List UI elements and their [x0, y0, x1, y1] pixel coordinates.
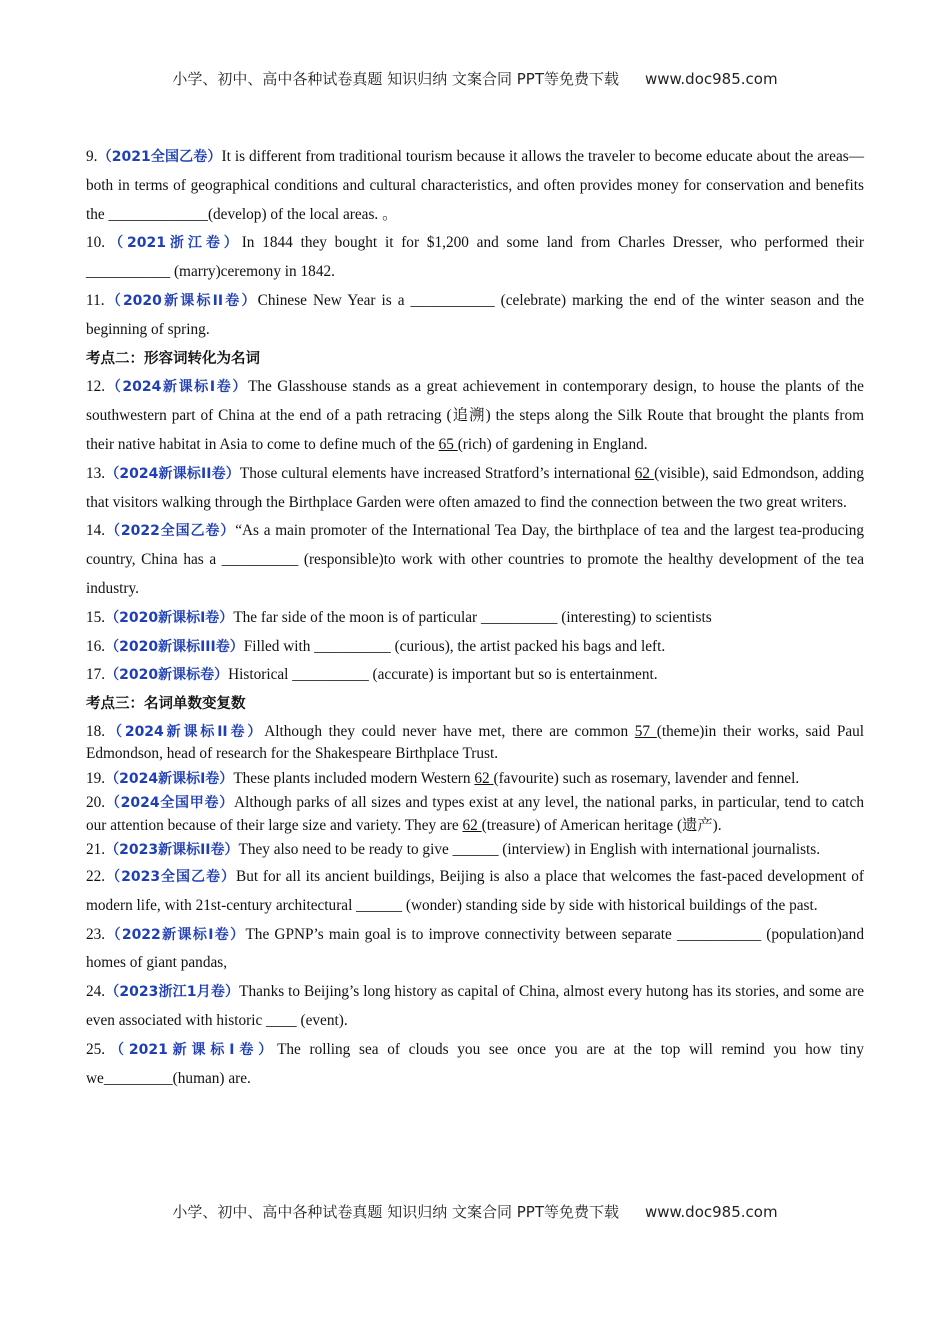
question-source: （2020新课标I卷）	[105, 609, 234, 626]
answer-blank: 62	[634, 464, 655, 482]
question-22: 22.（2023全国乙卷）But for all its ancient buildings, Beijing is also a place that welcomes the fast-paced development of modern life, with 21st-century architectural ______ (wonder) standing side by side with historical buildings of the past.	[86, 867, 864, 914]
footer-text: 小学、初中、高中各种试卷真题 知识归纳 文案合同 PPT等免费下载	[172, 1203, 619, 1221]
question-source: （2020新课标III卷）	[105, 638, 244, 655]
question-12: 12.（2024新课标I卷）The Glasshouse stands as a great achievement in contemporary design, to house the plants of the southwestern part of China at the end of a path retracing (追溯) the steps along the Silk Route that brought the plants from their native habitat in Asia to come to define much of the 65 (rich) of gardening in England.	[86, 378, 864, 453]
question-23: 23.（2022新课标I卷）The GPNP’s main goal is to improve connectivity between separate ___________ (population)and homes of giant pandas,	[86, 925, 864, 972]
question-source: （2024新课标II卷）	[105, 723, 265, 740]
question-source: （2021浙江卷）	[105, 235, 242, 252]
answer-blank: 57	[634, 722, 657, 740]
page-footer	[0, 1201, 950, 1222]
question-21: 21.（2023新课标II卷）They also need to be ready to give ______ (interview) in English with international journalists.	[86, 841, 821, 859]
question-source: （2024新课标II卷）	[105, 465, 240, 482]
question-17: 17.（2020新课标卷）Historical __________ (accurate) is important but so is entertainment.	[86, 666, 658, 684]
answer-blank: 62	[474, 769, 494, 787]
question-11: 11.（2020新课标II卷）Chinese New Year is a ___________ (celebrate) marking the end of the winter season and the beginning of spring.	[86, 291, 865, 338]
header-text: 小学、初中、高中各种试卷真题 知识归纳 文案合同 PPT等免费下载	[172, 70, 619, 88]
question-source: （2020新课标II卷）	[104, 292, 258, 309]
question-15: 15.（2020新课标I卷）The far side of the moon is of particular __________ (interesting) to scientists	[86, 608, 712, 626]
question-source: （2021全国乙卷）	[97, 149, 222, 165]
question-source: （2024新课标I卷）	[105, 770, 234, 787]
section-heading-2: 考点二：形容词转化为名词	[86, 350, 260, 367]
question-source: （2024全国甲卷）	[105, 795, 235, 812]
question-20: 20.（2024全国甲卷）Although parks of all sizes and types exist at any level, the national parks, in particular, tend to catch our attention because of their large size and variety. They are 62 (treasure) of American heritage (遗产).	[86, 794, 864, 834]
question-source: （2021新课标I卷）	[105, 1041, 278, 1058]
exercise-content	[86, 143, 864, 1093]
question-14: 14.（2022全国乙卷）“As a main promoter of the International Tea Day, the birthplace of tea and the largest tea-producing country, China has a __________ (responsible)to work with other countries to promote the healthy development of the tea industry.	[86, 522, 864, 597]
question-10: 10.（2021浙江卷）In 1844 they bought it for $1,200 and some land from Charles Dresser, who performed their ___________ (marry)ceremony in 1842.	[86, 234, 864, 281]
question-13: 13.（2024新课标II卷）Those cultural elements have increased Stratford’s international 62 (visible), said Edmondson, adding that visitors walking through the Birthplace Garden were often amazed to find the connection between the two great writers.	[86, 464, 864, 511]
question-source: （2023全国乙卷）	[105, 868, 237, 885]
footer-site-link[interactable]: www.doc985.com	[644, 1203, 778, 1221]
question-source: （2022新课标I卷）	[105, 926, 246, 943]
answer-blank: 65	[438, 435, 458, 453]
question-18: 18.（2024新课标II卷）Although they could never have met, there are common 57 (theme)in their works, said Paul Edmondson, head of research for the Shakespeare Birthplace Trust.	[86, 722, 865, 763]
question-source: （2024新课标I卷）	[105, 379, 249, 396]
answer-blank: 62	[462, 816, 482, 834]
question-9: 9.（2021全国乙卷）It is different from traditional tourism because it allows the traveler to become educate about the areas—both in terms of geographical conditions and cultural characteristics, and often provides money for conservation and benefits the _____________(develop) of the local areas. 。	[86, 148, 864, 223]
question-24: 24.（2023浙江1月卷）Thanks to Beijing’s long history as capital of China, almost every hutong has its stories, and some are even associated with historic ____ (event).	[86, 983, 864, 1029]
question-19: 19.（2024新课标I卷）These plants included modern Western 62 (favourite) such as rosemary, lavender and fennel.	[86, 769, 800, 787]
question-source: （2022全国乙卷）	[105, 523, 236, 540]
question-source: （2023浙江1月卷）	[105, 984, 240, 1001]
question-source: （2020新课标卷）	[105, 667, 229, 684]
question-25: 25.（2021新课标I卷）The rolling sea of clouds you see once you are at the top will remind you how tiny we_________(human) are.	[86, 1040, 864, 1087]
header-site-link[interactable]: www.doc985.com	[644, 70, 778, 88]
page-header	[0, 68, 950, 89]
section-heading-3: 考点三：名词单数变复数	[86, 696, 246, 713]
question-source: （2023新课标II卷）	[105, 842, 239, 859]
question-16: 16.（2020新课标III卷）Filled with __________ (curious), the artist packed his bags and left.	[86, 637, 666, 655]
